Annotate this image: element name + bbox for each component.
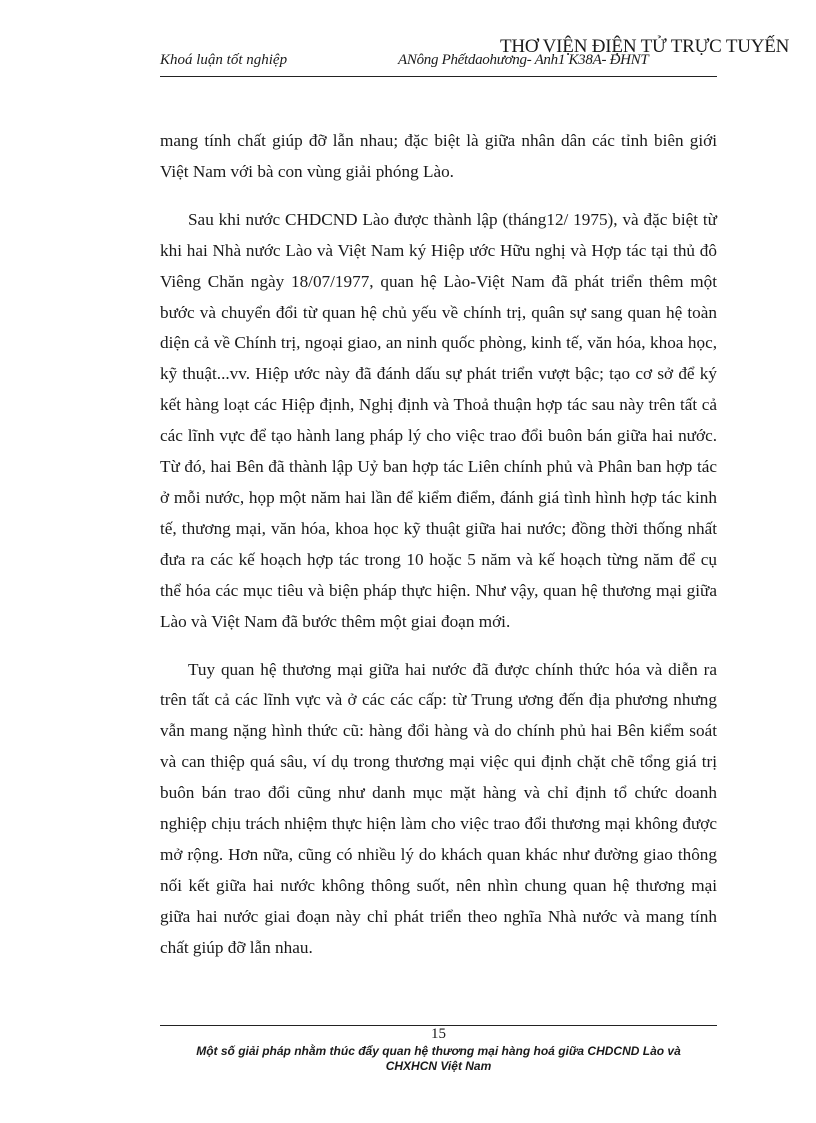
header-divider [160, 76, 717, 77]
page-header [160, 36, 816, 72]
paragraph: Sau khi nước CHDCND Lào được thành lập (tháng12/ 1975), và đặc biệt từ khi hai Nhà nước Lào và Việt Nam ký Hiệp ước Hữu nghị và Hợp tác tại thủ đô Viêng Chăn ngày 18/07/1977, quan hệ Lào-Việt Nam đã phát triển thêm một bước và chuyển đổi từ quan hệ chủ yếu về chính trị, quân sự sang quan hệ toàn diện cả về Chính trị, ngoại giao, an ninh quốc phòng, kinh tế, văn hóa, khoa học, kỹ thuật...vv. Hiệp ước này đã đánh dấu sự phát triển vượt bậc; tạo cơ sở để ký kết hàng loạt các Hiệp định, Nghị định và Thoả thuận hợp tác sau này trên tất cả các lĩnh vực để tạo hành lang pháp lý cho việc trao đổi buôn bán giữa hai nước. Từ đó, hai Bên đã thành lập Uỷ ban hợp tác Liên chính phủ và Phân ban hợp tác ở mỗi nước, họp một năm hai lần để kiểm điểm, đánh giá tình hình hợp tác kinh tế, thương mại, văn hóa, khoa học kỹ thuật giữa hai nước; đồng thời thống nhất đưa ra các kế hoạch hợp tác trong 10 hoặc 5 năm và kế hoạch từng năm để cụ thể hóa các mục tiêu và biện pháp thực hiện. Như vậy, quan hệ thương mại giữa Lào và Việt Nam đã bước thêm một giai đoạn mới. [160, 209, 717, 631]
header-author-info: ANông Phếtdaohương- Anh1 K38A- ĐHNT [398, 52, 649, 68]
header-thesis-label: Khoá luận tốt nghiệp [160, 52, 288, 68]
footer-title-line: Một số giải pháp nhằm thúc đẩy quan hệ thương mại hàng hoá giữa CHDCND Lào và [196, 1044, 681, 1058]
paragraph: Tuy quan hệ thương mại giữa hai nước đã được chính thức hóa và diễn ra trên tất cả các lĩnh vực và ở các các cấp: từ Trung ương đến địa phương nhưng vẫn mang nặng hình thức cũ: hàng đổi hàng và do chính phủ hai Bên kiểm soát và can thiệp quá sâu, ví dụ trong thương mại việc qui định chặt chẽ tổng giá trị buôn bán trao đổi cũng như danh mục mặt hàng và chỉ định tổ chức doanh nghiệp chịu trách nhiệm thực hiện làm cho việc trao đổi thương mại không được mở rộng. Hơn nữa, cũng có nhiều lý do khách quan khác như đường giao thông nối kết giữa hai nước không thông suốt, nên nhìn chung quan hệ thương mại giữa hai nước giai đoạn này chỉ phát triển theo nghĩa Nhà nước và mang tính chất giúp đỡ lẫn nhau. [160, 659, 717, 957]
footer-title-line: CHXHCN Việt Nam [385, 1059, 492, 1073]
document-body [160, 126, 717, 981]
paragraph-continuation: mang tính chất giúp đỡ lẫn nhau; đặc biệt là giữa nhân dân các tỉnh biên giới Việt Nam với bà con vùng giải phóng Lào. [160, 131, 717, 181]
library-watermark: THƠ VIỆN ĐIỆN TỬ TRỰC TUYẾN [500, 36, 790, 57]
page-number: 15 [431, 1026, 446, 1042]
footer-thesis-title [160, 1044, 717, 1074]
